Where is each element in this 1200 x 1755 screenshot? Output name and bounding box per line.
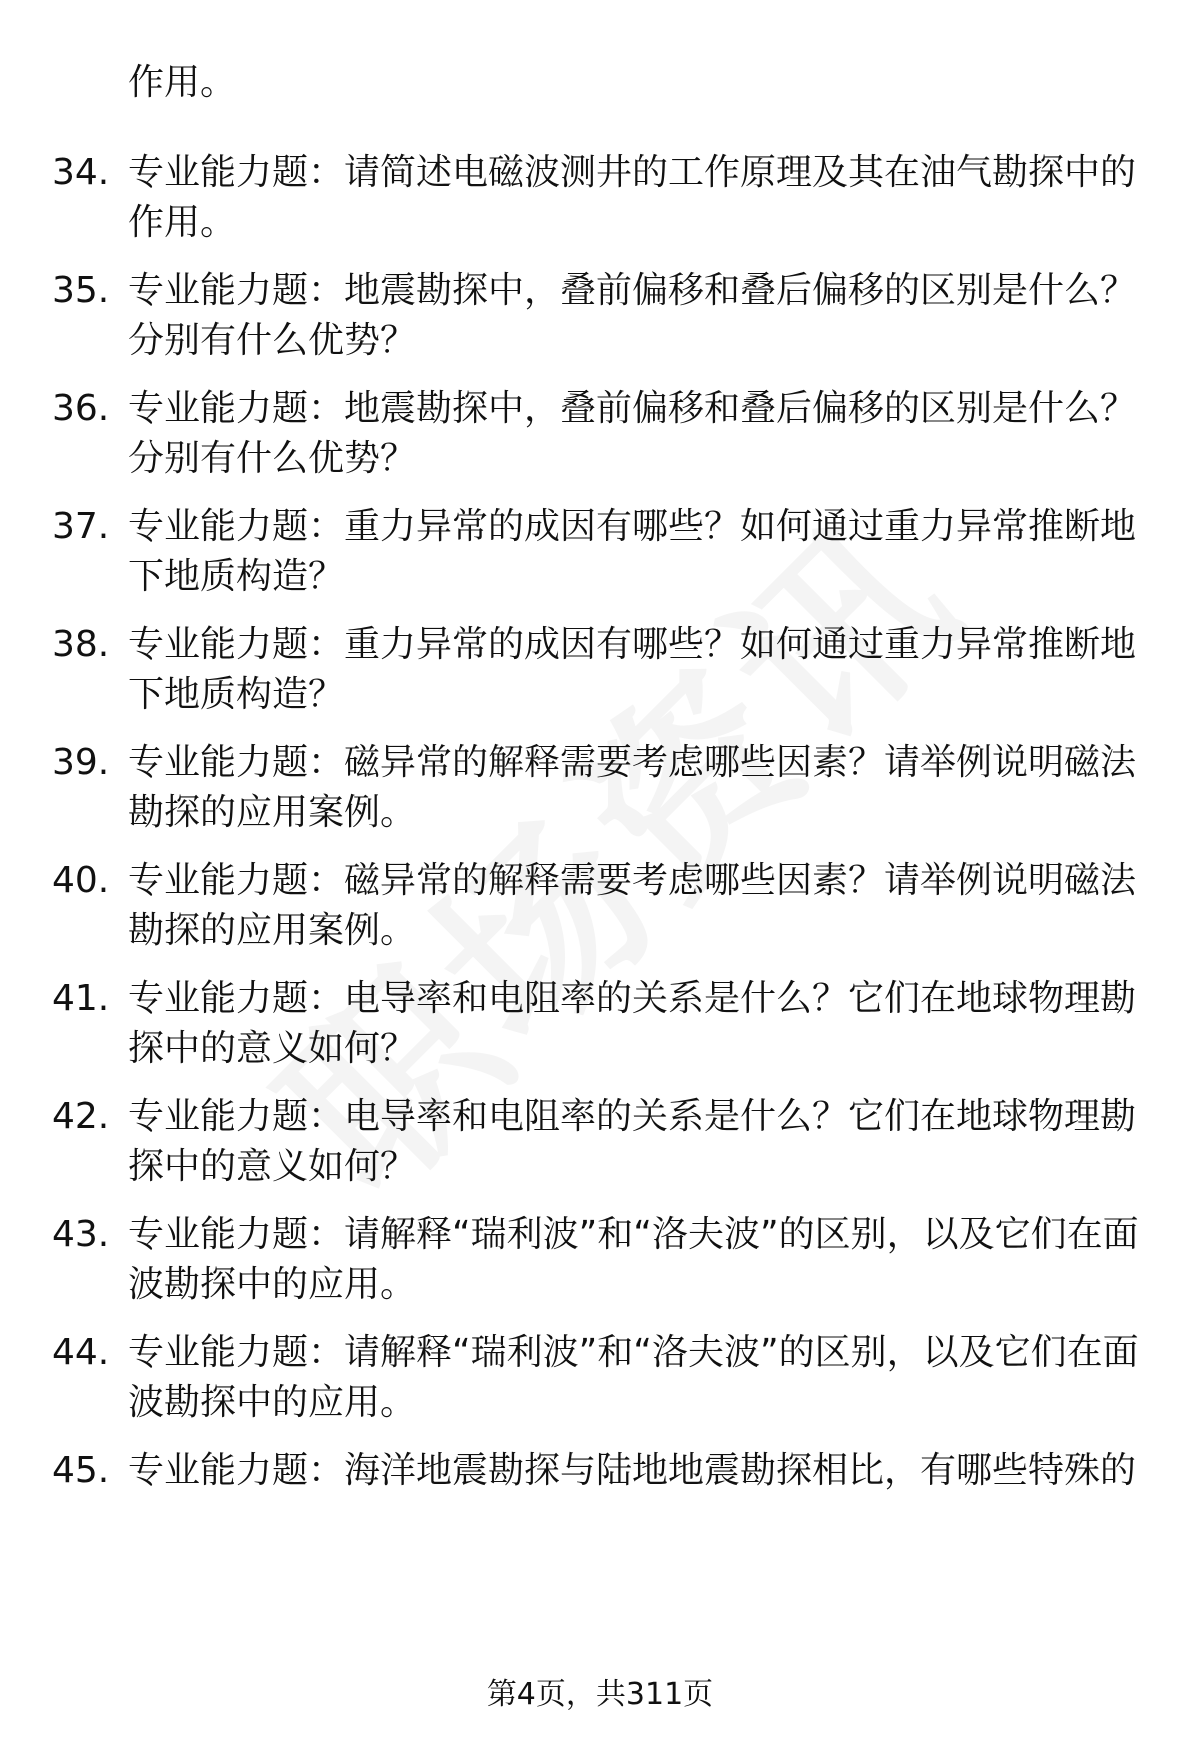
question-number: 37. xyxy=(52,506,110,547)
question-number: 36. xyxy=(52,388,110,429)
continuation-text: 作用。 xyxy=(128,62,237,103)
list-item xyxy=(0,1328,1200,1438)
list-item xyxy=(0,620,1200,730)
list-item xyxy=(0,738,1200,848)
list-item xyxy=(0,148,1200,258)
question-number: 38. xyxy=(52,624,110,665)
question-text: 专业能力题：磁异常的解释需要考虑哪些因素？请举例说明磁法勘探的应用案例。 xyxy=(128,860,1137,951)
list-item xyxy=(0,266,1200,376)
question-text: 专业能力题：重力异常的成因有哪些？如何通过重力异常推断地下地质构造？ xyxy=(128,624,1137,715)
list-item xyxy=(0,1446,1200,1556)
list-item xyxy=(0,856,1200,966)
question-number: 40. xyxy=(52,860,110,901)
question-text: 专业能力题：地震勘探中，叠前偏移和叠后偏移的区别是什么？分别有什么优势？ xyxy=(128,388,1137,479)
question-text: 专业能力题：重力异常的成因有哪些？如何通过重力异常推断地下地质构造？ xyxy=(128,506,1137,597)
question-text: 专业能力题：磁异常的解释需要考虑哪些因素？请举例说明磁法勘探的应用案例。 xyxy=(128,742,1137,833)
question-text: 专业能力题：电导率和电阻率的关系是什么？它们在地球物理勘探中的意义如何？ xyxy=(128,978,1137,1069)
question-text: 专业能力题：电导率和电阻率的关系是什么？它们在地球物理勘探中的意义如何？ xyxy=(128,1096,1137,1187)
question-number: 42. xyxy=(52,1096,110,1137)
question-number: 41. xyxy=(52,978,110,1019)
list-item xyxy=(0,1210,1200,1320)
list-item xyxy=(0,1092,1200,1202)
list-item xyxy=(0,384,1200,494)
question-number: 35. xyxy=(52,270,110,311)
question-text: 专业能力题：海洋地震勘探与陆地地震勘探相比，有哪些特殊的 xyxy=(128,1450,1137,1491)
question-number: 34. xyxy=(52,152,110,193)
question-number: 39. xyxy=(52,742,110,783)
page-footer: 第4页，共311页 xyxy=(486,1677,714,1712)
question-number: 44. xyxy=(52,1332,110,1373)
question-number: 45. xyxy=(52,1450,110,1491)
question-number: 43. xyxy=(52,1214,110,1255)
list-item xyxy=(0,974,1200,1084)
question-text: 专业能力题：请解释“瑞利波”和“洛夫波”的区别，以及它们在面波勘探中的应用。 xyxy=(128,1332,1139,1423)
question-text: 专业能力题：请简述电磁波测井的工作原理及其在油气勘探中的作用。 xyxy=(128,152,1137,243)
list-item xyxy=(0,502,1200,612)
question-text: 专业能力题：请解释“瑞利波”和“洛夫波”的区别，以及它们在面波勘探中的应用。 xyxy=(128,1214,1139,1305)
question-text: 专业能力题：地震勘探中，叠前偏移和叠后偏移的区别是什么？分别有什么优势？ xyxy=(128,270,1137,361)
